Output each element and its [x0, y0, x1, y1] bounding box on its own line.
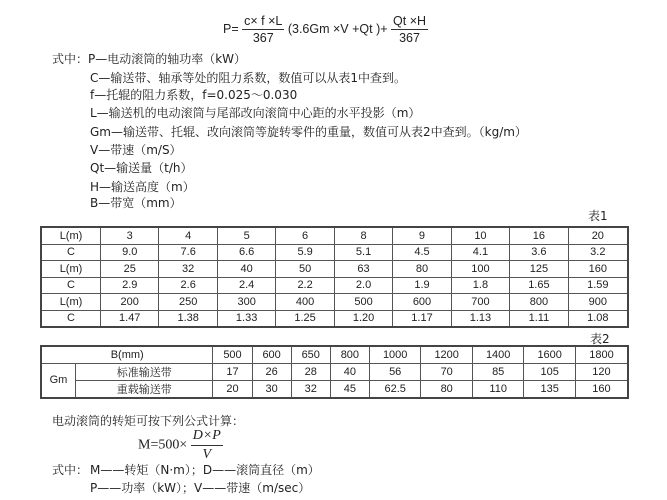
table-cell: 300: [217, 294, 275, 311]
header-cell: 1600: [524, 346, 576, 363]
torque-intro: 电动滚筒的转矩可按下列公式计算：: [52, 414, 245, 428]
table-row: [41, 363, 628, 380]
formula-fraction-1: [242, 14, 284, 45]
header-cell: 1400: [472, 346, 524, 363]
table-cell: 40: [330, 363, 369, 380]
definition-item: Qt—输送量（t/h）: [90, 161, 193, 175]
table-cell: 10: [451, 227, 509, 244]
table-cell: 3.2: [568, 244, 628, 261]
table-cell: 5.1: [334, 244, 392, 261]
table-row: [41, 294, 628, 311]
table-cell: 80: [421, 380, 473, 398]
formula-lhs: P=: [223, 21, 239, 36]
table-cell: 6: [276, 227, 334, 244]
table-row: [41, 380, 628, 398]
table-header-row: [41, 346, 628, 363]
fraction-numerator: c× f ×L: [244, 14, 283, 28]
definitions-prefix: 式中：: [52, 52, 89, 66]
table-cell: 2.6: [159, 277, 217, 294]
definition-item: Gm—输送带、托辊、改向滚筒等旋转零件的重量，数值可从表2中查到。（kg/m）: [90, 125, 527, 139]
table-cell: 85: [472, 363, 524, 380]
definition-item: f—托辊的阻力系数，f=0.025～0.030: [90, 88, 298, 102]
table-cell: 4.1: [451, 244, 509, 261]
table-cell: 63: [334, 261, 392, 278]
table-cell: 500: [334, 294, 392, 311]
table-cell: 2.0: [334, 277, 392, 294]
fraction-denominator: 367: [252, 31, 274, 45]
table-cell: 1.47: [101, 310, 159, 327]
table-cell: 200: [101, 294, 159, 311]
torque-def-2: P——功率（kW）；V——带速（m/sec）: [90, 481, 311, 495]
fraction-numerator: Qt ×H: [393, 14, 427, 28]
table-cell: 5.9: [276, 244, 334, 261]
table-cell: 4.5: [393, 244, 451, 261]
table-cell: 56: [369, 363, 421, 380]
table2-rotating-weight: [40, 345, 629, 399]
formula-fraction-2: [391, 14, 428, 45]
table-cell: 20: [213, 380, 252, 398]
table-cell: 50: [276, 261, 334, 278]
torque-def-prefix: 式中：: [52, 463, 89, 477]
table-cell: 600: [393, 294, 451, 311]
table2-caption: 表2: [590, 332, 610, 346]
table-cell: 62.5: [369, 380, 421, 398]
table-cell: 1.17: [393, 310, 451, 327]
table-cell: 3.6: [510, 244, 568, 261]
header-cell: 1800: [575, 346, 628, 363]
table-row: [41, 227, 628, 244]
table-cell: 7.6: [159, 244, 217, 261]
table-cell: 9: [393, 227, 451, 244]
header-cell: 1200: [421, 346, 473, 363]
torque-def-1: M——转矩（N·m）；D——滚筒直径（m）: [90, 463, 320, 477]
table-cell: 160: [575, 380, 628, 398]
formula-middle: (3.6Gm ×V +Qt )+: [287, 21, 388, 36]
table-cell: 800: [510, 294, 568, 311]
table-cell: 45: [330, 380, 369, 398]
table-cell: 1.33: [217, 310, 275, 327]
table-cell: 1.13: [451, 310, 509, 327]
table-cell: 70: [421, 363, 473, 380]
table-cell: 160: [568, 261, 628, 278]
table-cell: 125: [510, 261, 568, 278]
definition-item: L—输送机的电动滚筒与尾部改向滚筒中心距的水平投影（m）: [90, 106, 421, 120]
table-cell: 4: [159, 227, 217, 244]
table-cell: 900: [568, 294, 628, 311]
table-cell: 5: [217, 227, 275, 244]
table-cell: 1.9: [393, 277, 451, 294]
table-cell: 80: [393, 261, 451, 278]
row-header-cell: C: [41, 310, 101, 327]
header-cell: 600: [252, 346, 291, 363]
header-cell: 1000: [369, 346, 421, 363]
header-cell: 800: [330, 346, 369, 363]
table-cell: 120: [575, 363, 628, 380]
header-cell: 500: [213, 346, 252, 363]
header-cell: 650: [291, 346, 330, 363]
definition-item: B—带宽（mm）: [90, 196, 182, 210]
row-header-cell: L(m): [41, 227, 101, 244]
table-cell: 30: [252, 380, 291, 398]
formula-fraction: [191, 428, 223, 463]
table-cell: 40: [217, 261, 275, 278]
definition-item: H—输送高度（m）: [90, 180, 195, 194]
row-label-cell: 重载输送带: [76, 380, 213, 398]
table-cell: 2.2: [276, 277, 334, 294]
power-formula: [223, 14, 428, 45]
table-cell: 2.4: [217, 277, 275, 294]
table-row: [41, 261, 628, 278]
table-cell: 32: [159, 261, 217, 278]
row-header-cell: L(m): [41, 261, 101, 278]
table-cell: 135: [524, 380, 576, 398]
table-cell: 700: [451, 294, 509, 311]
fraction-numerator: D×P: [191, 428, 223, 446]
row-label-cell: 标准输送带: [76, 363, 213, 380]
table-cell: 1.11: [510, 310, 568, 327]
table-cell: 1.25: [276, 310, 334, 327]
row-header-cell: L(m): [41, 294, 101, 311]
table-cell: 17: [213, 363, 252, 380]
table-row: [41, 244, 628, 261]
table-cell: 26: [252, 363, 291, 380]
table-cell: 1.38: [159, 310, 217, 327]
torque-formula: [138, 428, 223, 463]
table-cell: 105: [524, 363, 576, 380]
fraction-denominator: V: [202, 447, 212, 462]
definition-item: C—输送带、轴承等处的阻力系数，数值可以从表1中查到。: [90, 71, 407, 85]
formula-lhs: M=500×: [138, 437, 188, 453]
table-cell: 6.6: [217, 244, 275, 261]
table-cell: 9.0: [101, 244, 159, 261]
header-label-cell: B(mm): [41, 346, 213, 363]
table-cell: 1.08: [568, 310, 628, 327]
table-cell: 110: [472, 380, 524, 398]
table-cell: 1.20: [334, 310, 392, 327]
table-cell: 8: [334, 227, 392, 244]
table1-resistance-coefficient: [40, 226, 629, 328]
table-cell: 1.65: [510, 277, 568, 294]
group-label-cell: Gm: [41, 363, 76, 398]
table-cell: 400: [276, 294, 334, 311]
table-cell: 3: [101, 227, 159, 244]
table-cell: 250: [159, 294, 217, 311]
table-row: [41, 277, 628, 294]
table-cell: 2.9: [101, 277, 159, 294]
table-cell: 32: [291, 380, 330, 398]
table-cell: 25: [101, 261, 159, 278]
table-cell: 16: [510, 227, 568, 244]
row-header-cell: C: [41, 244, 101, 261]
fraction-denominator: 367: [399, 31, 420, 45]
row-header-cell: C: [41, 277, 101, 294]
table-row: [41, 310, 628, 327]
table-cell: 1.59: [568, 277, 628, 294]
definition-item: P—电动滚筒的轴功率（kW）: [88, 52, 247, 66]
table-cell: 28: [291, 363, 330, 380]
definition-item: V—带速（m/S）: [90, 143, 182, 157]
table-cell: 20: [568, 227, 628, 244]
table-cell: 1.8: [451, 277, 509, 294]
table-cell: 100: [451, 261, 509, 278]
table1-caption: 表1: [588, 209, 608, 223]
